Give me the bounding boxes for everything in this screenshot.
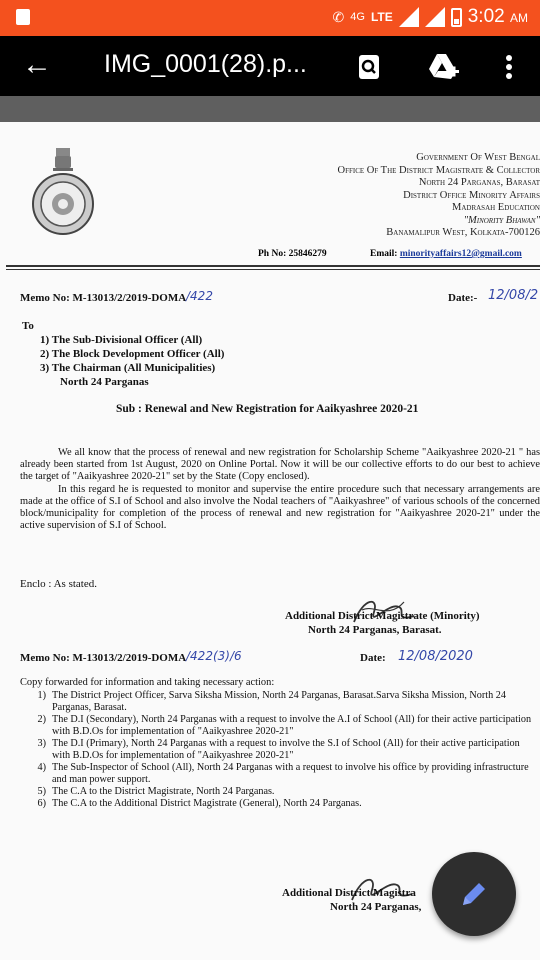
- battery-icon: [451, 8, 462, 27]
- copy-intro: Copy forwarded for information and taking necessary action:: [20, 677, 275, 688]
- status-right: [333, 6, 528, 28]
- copy-item-number: 4): [37, 762, 46, 773]
- viewer-top-margin: [0, 96, 540, 122]
- app-bar: [0, 36, 540, 96]
- copy-list: [20, 690, 540, 810]
- recipient-text: The Block Development Officer (All): [51, 348, 225, 360]
- copy-item-number: 5): [37, 786, 46, 797]
- copy-item-text: The C.A to the Additional District Magistrate (General), North 24 Parganas.: [52, 798, 362, 809]
- copy-item: [20, 786, 540, 798]
- recipient-number: 2): [40, 348, 50, 360]
- handwritten-memo-number-2: /422(3)/6: [186, 649, 242, 663]
- signatory-location: North 24 Parganas, Barasat.: [308, 624, 442, 636]
- copy-item: [20, 690, 540, 714]
- handwritten-date: 12/08/2: [488, 288, 539, 303]
- search-document-icon[interactable]: [354, 52, 384, 82]
- copy-item-number: 3): [37, 738, 46, 749]
- lte-label: LTE: [370, 10, 393, 24]
- date-label: Date:-: [448, 292, 478, 304]
- letterhead-rule: [6, 265, 540, 267]
- copy-item-number: 6): [37, 798, 46, 809]
- body-paragraph-1: We all know that the process of renewal and new registration for Scholarship Scheme "Aaikyashree 2020-21 " has already been started from 1st August, 2020 on Online Portal. Now it will be our collective efforts to do our best to achieve the target of "Aaikyashree 2020-21" set by the State (Copy enclosed).: [20, 447, 540, 483]
- signatory-title-2: Additional District Magistra: [282, 887, 416, 899]
- copy-item-text: The Sub-Inspector of School (All), North 24 Parganas with a request to involve his office by providing infrastructure and man power support.: [52, 762, 529, 785]
- letterhead-line: District Office Minority Affairs: [403, 189, 540, 201]
- letterhead-line: "Minority Bhawan": [463, 214, 540, 226]
- recipient-item: [40, 334, 202, 346]
- letterhead-line: Office Of The District Magistrate & Collector: [337, 164, 540, 176]
- clock-ampm: AM: [510, 11, 528, 25]
- clock-time: 3:02: [467, 6, 505, 27]
- handwritten-date-2: 12/08/2020: [398, 649, 473, 664]
- phone-number: Ph No: 25846279: [258, 249, 327, 259]
- letterhead-line: North 24 Parganas, Barasat: [418, 177, 540, 188]
- copy-item: [20, 738, 540, 762]
- copy-item-text: The D.I (Primary), North 24 Parganas with a request to involve the S.I of School (All) for their active participation with B.D.Os for implementation of "Aaikyashree 2020-21": [52, 738, 520, 761]
- signal-icon-2: [425, 7, 445, 27]
- document-page[interactable]: [0, 122, 540, 960]
- recipient-number: 1): [40, 334, 50, 346]
- date-label-2: Date:: [360, 652, 386, 664]
- letterhead-line: Madrasah Education: [452, 202, 540, 213]
- signatory-location-2: North 24 Parganas,: [330, 901, 422, 913]
- copy-item-number: 2): [37, 714, 46, 725]
- recipient-item: [40, 362, 215, 374]
- copy-item-number: 1): [37, 690, 46, 701]
- copy-item-text: The District Project Officer, Sarva Siksha Mission, North 24 Parganas, Barasat.Sarva Siksha Mission, North 24 Parganas, Barasat.: [52, 690, 506, 713]
- email-label: Email:: [370, 249, 398, 259]
- handwritten-memo-number: /422: [186, 289, 213, 303]
- recipient-text: The Chairman (All Municipalities): [51, 362, 216, 374]
- letterhead-line: Government Of West Bengal: [416, 152, 540, 163]
- call-icon: ✆: [332, 8, 345, 25]
- more-vert-icon[interactable]: [494, 52, 524, 82]
- network-type: 4G: [350, 11, 365, 23]
- signal-icon: [399, 7, 419, 27]
- recipient-item: [40, 348, 224, 360]
- recipient-number: 3): [40, 362, 50, 374]
- email-line: [370, 249, 522, 259]
- copy-item: [20, 714, 540, 738]
- signatory-title: Additional District Magistrate (Minority): [285, 610, 480, 622]
- to-label: To: [22, 320, 34, 332]
- drive-add-icon[interactable]: [426, 52, 462, 82]
- subject-line: Sub : Renewal and New Registration for Aaikyashree 2020-21: [116, 403, 419, 415]
- body-text: [20, 447, 540, 532]
- government-emblem-logo: [22, 146, 104, 236]
- copy-item-text: The C.A to the District Magistrate, North 24 Parganas.: [52, 786, 275, 797]
- sd-card-icon: [16, 9, 30, 25]
- file-title: IMG_0001(28).p...: [104, 50, 307, 78]
- email-address: minorityaffairs12@gmail.com: [399, 249, 522, 259]
- memo-number: Memo No: M-13013/2/2019-DOMA: [20, 292, 187, 304]
- letterhead-line: Banamalipur West, Kolkata-700126: [386, 227, 540, 238]
- copy-item: [20, 762, 540, 786]
- body-paragraph-2: In this regard he is requested to monitor and supervise the entire procedure such that necessary arrangements are made at the office of S.I of School and also involve the Nodal teachers of "Aaikyashree" of various schools of the concerned block/municipality for completion of the process of renewal and new registration for "Aaikyashree 2020-21" under the active supervision of S.I of School.: [20, 483, 540, 532]
- edit-pencil-icon: [457, 877, 491, 911]
- copy-item-text: The D.I (Secondary), North 24 Parganas with a request to involve the A.I of School (All) for their active participation with B.D.Os for implementation of "Aaikyashree 2020-21": [52, 714, 532, 737]
- enclosure-note: Enclo : As stated.: [20, 578, 97, 590]
- copy-item: [20, 798, 540, 810]
- letterhead-rule-thin: [6, 269, 540, 270]
- recipient-district: North 24 Parganas: [60, 376, 149, 388]
- clock: [468, 6, 528, 28]
- memo-number-2: Memo No: M-13013/2/2019-DOMA: [20, 652, 187, 664]
- letterhead: [180, 152, 540, 240]
- edit-fab-button[interactable]: [432, 852, 516, 936]
- back-arrow-icon[interactable]: ←: [22, 48, 52, 81]
- recipient-text: The Sub-Divisional Officer (All): [51, 334, 203, 346]
- status-bar: [0, 0, 540, 36]
